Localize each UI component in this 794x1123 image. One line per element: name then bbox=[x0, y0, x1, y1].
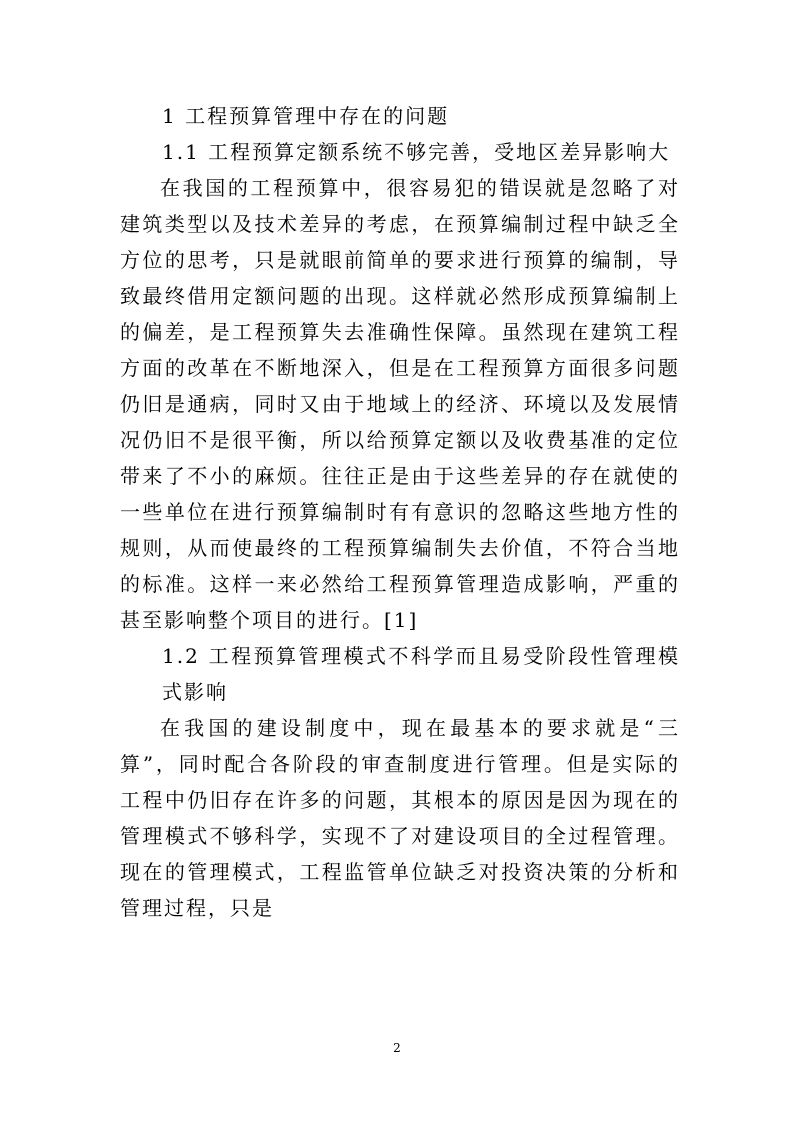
section-heading-1: 1 工程预算管理中存在的问题 bbox=[162, 104, 450, 128]
document-body bbox=[120, 98, 680, 926]
page-number: 2 bbox=[393, 1041, 401, 1055]
paragraph-1: 在我国的工程预算中，很容易犯的错误就是忽略了对建筑类型以及技术差异的考虑，在预算编制过程中缺乏全方位的思考，只是就眼前简单的要求进行预算的编制，导致最终借用定额问题的出现。这样就必然形成预算编制上的偏差，是工程预算失去准确性保障。虽然现在建筑工程方面的改革在不断地深入，但是在工程预算方面很多问题仍旧是通病，同时又由于地域上的经济、环境以及发展情况仍旧不是很平衡，所以给预算定额以及收费基准的定位带来了不小的麻烦。往往正是由于这些差异的存在就使的一些单位在进行预算编制时有有意识的忽略这些地方性的规则，从而使最终的工程预算编制失去价值，不符合当地的标准。这样一来必然给工程预算管理造成影响，严重的甚至影响整个项目的进行。[1] bbox=[120, 176, 680, 632]
paragraph-2: 在我国的建设制度中，现在最基本的要求就是“三算”，同时配合各阶段的审查制度进行管理。但是实际的工程中仍旧存在许多的问题，其根本的原因是因为现在的管理模式不够科学，实现不了对建设项目的全过程管理。现在的管理模式，工程监管单位缺乏对投资决策的分析和管理过程，只是 bbox=[120, 716, 680, 920]
section-heading-1-1: 1.1 工程预算定额系统不够完善，受地区差异影响大 bbox=[162, 140, 671, 164]
section-heading-1-2: 1.2 工程预算管理模式不科学而且易受阶段性管理模式影响 bbox=[162, 644, 680, 704]
